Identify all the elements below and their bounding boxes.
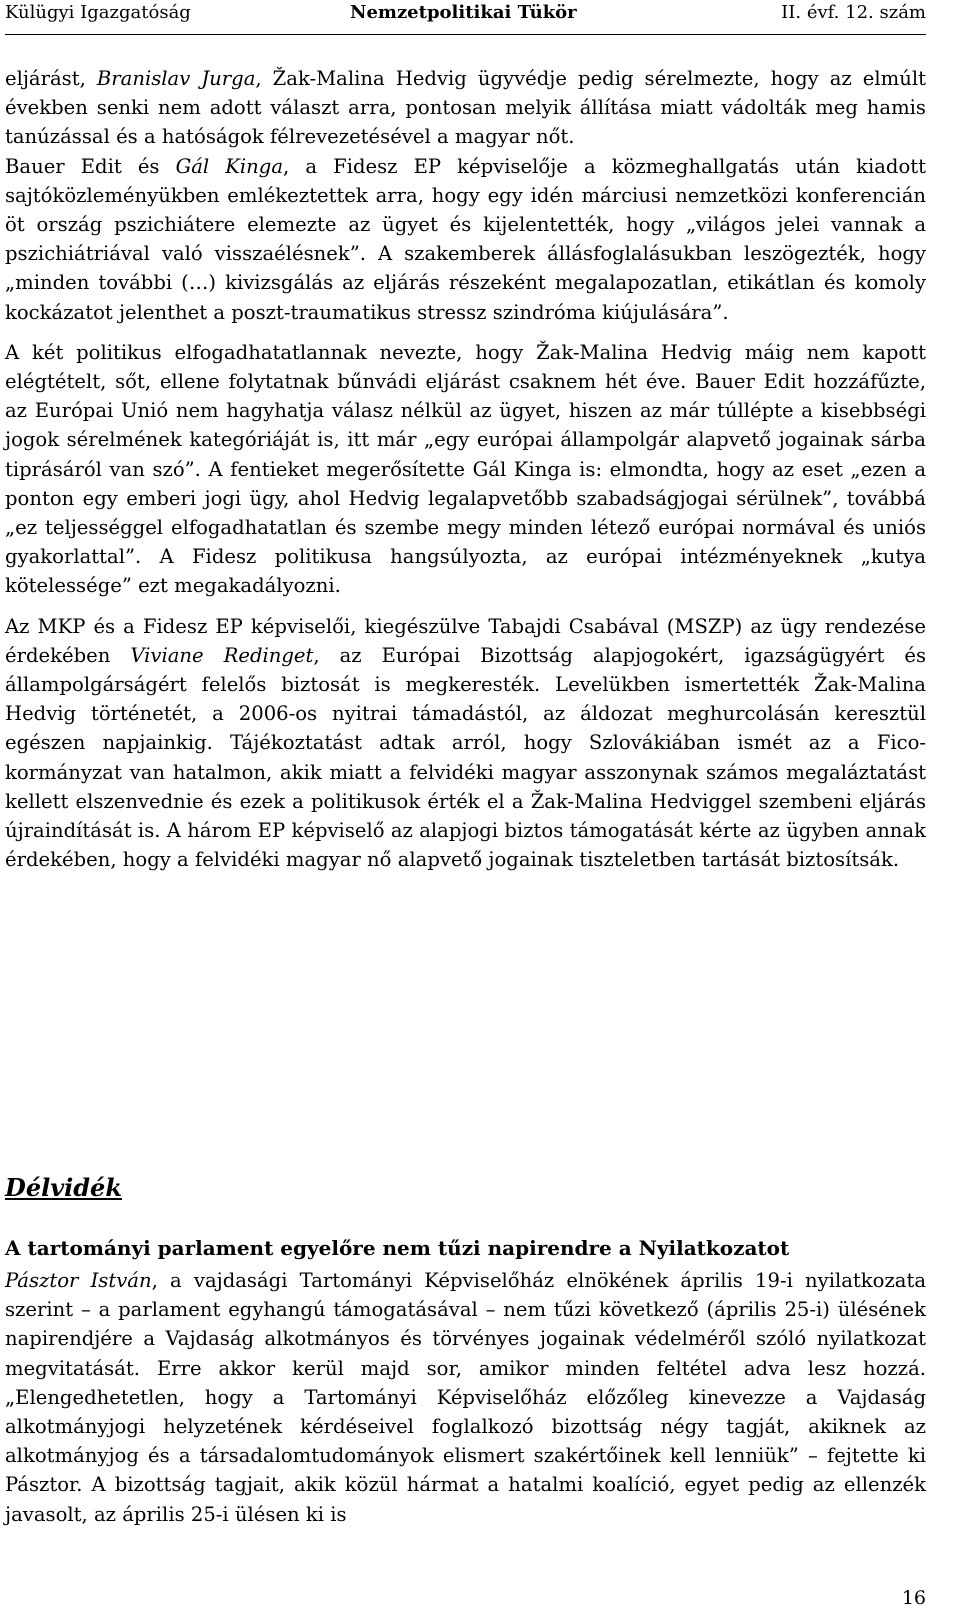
article-body-2 [5,1266,926,1529]
paragraph-2: Bauer Edit és Gál Kinga, a Fidesz EP képviselője a közmeghallgatás után kiadott sajtóközleményükben emlékeztettek arra, hogy egy idén márciusi nemzetközi konferencián öt ország pszichiátere elemezte az ügyet és kijelentették, hogy „világos jelei vannak a pszichiátriával való visszaélésnek”. A szakemberek állásfoglalásukban leszögezték, hogy „minden további (…) kivizsgálás az eljárás részeként megalapozatlan, etikátlan és komoly kockázatot jelenthet a poszt-traumatikus stressz szindróma kiújulására”. [5,154,926,324]
paragraph-3: A két politikus elfogadhatatlannak nevezte, hogy Žak-Malina Hedvig máig nem kapott elégtételt, sőt, ellene folytatnak bűnvádi eljárást csaknem hét éve. Bauer Edit hozzáfűzte, az Európai Unió nem hagyhatja válasz nélkül az ügyet, hiszen az már túllépte a kisebbségi jogok sérelmének kategóriáját is, itt már „egy európai állampolgár alapvető jogainak sárba tiprásáról van szó”. A fentieket megerősítette Gál Kinga is: elmondta, hogy az eset „ezen a ponton egy emberi jogi ügy, ahol Hedvig legalapvetőbb szabadságjogai sérülnek”, továbbá „ez teljességgel elfogadhatatlan és szembe megy minden létező európai normával és uniós gyakorlattal”. A Fidesz politikusa hangsúlyozta, az európai intézményeknek „kutya kötelessége” ezt megakadályozni. [5,340,926,598]
article-body [5,64,926,874]
header-department: Külügyi Igazgatóság [5,2,191,23]
person-name: Branislav Jurga [96,67,256,90]
paragraph-5: Pásztor István, a vajdasági Tartományi Képviselőház elnökének április 19-i nyilatkozata szerint – a parlament egyhangú támogatásával – nem tűzi következő (április 25-i) ülésének napirendjére a Vajdaság alkotmányos és törvényes jogainak védelméről szóló nyilatkozat megvitatását. Erre akkor kerül majd sor, amikor minden feltétel adva lesz hozzá. „Elengedhetetlen, hogy a Tartományi Képviselőház előzőleg kinevezze a Vajdaság alkotmányjogi helyzetének kérdéseivel foglalkozó bizottság négy tagját, akiknek az alkotmányjog és a társadalomtudományok elismert szakértőinek kell lenniük” – fejtette ki Pásztor. A bizottság tagjait, akik közül hármat a hatalmi koalíció, egyet pedig az ellenzék javasolt, az április 25-i ülésen ki is [5,1269,927,1526]
header-publication-title: Nemzetpolitikai Tükör [350,2,577,23]
paragraph-1: eljárást, Branislav Jurga, Žak-Malina Hedvig ügyvédje pedig sérelmezte, hogy az elmúlt években senki nem adott választ arra, pontosan melyik állítása miatt vádolták meg hamis tanúzással és a hatóságok félrevezetésével a magyar nőt. [5,67,926,149]
section-title: Délvidék [5,1173,122,1202]
article-headline: A tartományi parlament egyelőre nem tűzi napirendre a Nyilatkozatot [5,1236,790,1260]
header-issue: II. évf. 12. szám [781,2,926,23]
person-name: Viviane Redinget [130,643,314,667]
page-header [5,0,926,35]
paragraph-4: Az MKP és a Fidesz EP képviselői, kiegészülve Tabajdi Csabával (MSZP) az ügy rendezése érdekében Viviane Redinget, az Európai Bizottság alapjogokért, igazságügyért és állampolgárságért felelős biztosát is megkeresték. Levelükben ismertették Žak-Malina Hedvig történetét, a 2006-os nyitrai támadástól, az áldozat meghurcolásán keresztül egészen napjainkig. Tájékoztatást adtak arról, hogy Szlovákiában ismét az a Fico-kormányzat van hatalmon, akik miatt a felvidéki magyar asszonynak számos megaláztatást kellett elszenvednie és ezek a politikusok érték el a Žak-Malina Hedviggel szembeni eljárás újraindítását is. A három EP képviselő az alapjogi biztos támogatását kérte az ügyben annak érdekében, hogy a felvidéki magyar nő alapvető jogainak tiszteletben tartását biztosítsák. [5,614,927,872]
page-number: 16 [901,1587,926,1609]
person-name: Gál Kinga [175,154,284,178]
person-name: Pásztor István [5,1269,152,1292]
